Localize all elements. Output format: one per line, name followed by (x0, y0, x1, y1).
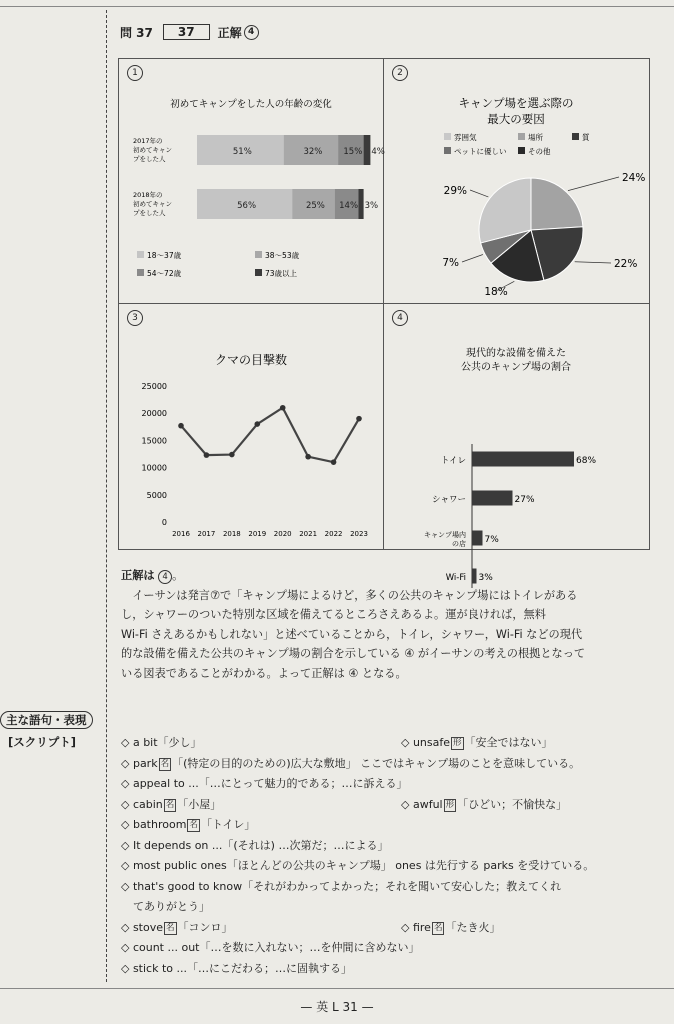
chart-2-legend-swatch (444, 133, 451, 140)
chart-2-panel (384, 59, 649, 304)
chart-2-slice-label: 29% (443, 185, 467, 197)
chart-3-point (204, 452, 210, 458)
chart-1-legend-swatch (137, 269, 144, 276)
chart-3-point (356, 416, 362, 422)
chart-4-category-label: の店 (452, 540, 466, 548)
chart-1-panel (119, 59, 384, 304)
chart-1-data-label: 14% (339, 201, 359, 211)
chart-3-title: クマの目撃数 (214, 353, 288, 367)
chart-3-ytick: 25000 (141, 382, 167, 391)
chart-1-legend-swatch (255, 269, 262, 276)
chart-2-legend-label: その他 (528, 147, 551, 156)
chart-4-category-label: トイレ (440, 456, 466, 466)
chart-1-category-label: プをした人 (133, 209, 166, 217)
chart-3-point (229, 452, 235, 458)
chart-3-point (280, 405, 286, 411)
chart-1-category-label: 2017年の (133, 137, 163, 145)
chart-1-number: 1 (127, 65, 143, 81)
chart-1-data-label: 32% (303, 147, 323, 157)
chart-3-xtick: 2016 (172, 530, 190, 538)
chart-3-number: 3 (127, 310, 143, 326)
chart-2-legend-swatch (444, 147, 451, 154)
vocab-item: ◇ cabin 名 「小屋」 ◇ awful 形 「ひどい；不愉快な」 (121, 797, 568, 811)
explanation-line: 的な設備を備えた公共のキャンプ場の割合を示している ④ がイーサンの考えの根拠となって (121, 647, 586, 660)
chart-3-xtick: 2017 (197, 530, 216, 538)
chart-2-slice-label: 18% (484, 286, 508, 298)
chart-3-ytick: 0 (161, 518, 167, 527)
chart-4-category-label: キャンプ場内 (424, 531, 466, 539)
vocab-item: ◇ stick to ...「…にこだわる；…に固執する」 (121, 961, 352, 975)
chart-4-bar (472, 452, 574, 467)
chart-2-leader-line (568, 177, 619, 191)
dashed-divider (106, 10, 107, 982)
vocab-item: ◇ stove 名 「コンロ」 ◇ fire 名 「たき火」 (121, 920, 501, 934)
chart-2-legend-swatch (518, 133, 525, 140)
question-number-box: 37 (163, 24, 210, 40)
chart-3-xtick: 2021 (299, 530, 318, 538)
chart-1-legend-label: 54〜72歳 (147, 269, 182, 278)
chart-3-ytick: 20000 (141, 409, 167, 419)
vocab-item: ◇ a bit「少し」 ◇ unsafe 形 「安全ではない」 (121, 736, 553, 749)
vocab-item: てありがとう」 (133, 900, 210, 913)
chart-2-legend-label: ペットに優しい (454, 147, 507, 156)
chart-2-number: 2 (392, 65, 408, 81)
chart-3-xtick: 2019 (248, 530, 267, 538)
chart-2-legend-swatch (572, 133, 579, 140)
answer-choice: 4 (244, 25, 259, 40)
chart-1-legend-label: 38〜53歳 (265, 251, 300, 260)
chart-4-data-label: 27% (514, 495, 535, 505)
chart-1-data-label: 3% (364, 201, 379, 211)
vocab-item: ◇ park 名 「(特定の目的のための)広大な敷地」 ここではキャンプ場のことを意味している。 (121, 756, 581, 770)
chart-1-data-label: 25% (305, 201, 325, 211)
chart-2-slice-label: 22% (614, 258, 638, 270)
chart-3-point (305, 454, 311, 460)
chart-3-point (331, 459, 337, 465)
campsite-factor-chart (384, 59, 648, 303)
chart-1-data-label: 51% (232, 147, 252, 157)
chart-3-point (254, 421, 260, 427)
chart-4-category-label: Wi-Fi (445, 573, 466, 583)
chart-4-data-label: 3% (478, 573, 493, 583)
chart-2-legend-label: 場所 (528, 133, 543, 142)
chart-2-slice-label: 24% (622, 172, 646, 184)
chart-4-bar (472, 491, 513, 506)
chart-2-legend-swatch (518, 147, 525, 154)
terms-heading: 主な語句・表現 (0, 711, 93, 729)
chart-3-ytick: 10000 (141, 463, 167, 473)
chart-1-category-label: 初めてキャン (133, 200, 172, 208)
chart-1-legend-swatch (255, 251, 262, 258)
chart-3-ytick: 5000 (146, 490, 167, 500)
chart-1-data-label: 56% (237, 201, 257, 211)
chart-1-title: 初めてキャンプをした人の年齢の変化 (170, 99, 332, 110)
chart-1-data-label: 15% (343, 147, 363, 157)
chart-2-legend-label: 質 (582, 133, 590, 142)
chart-2-leader-line (470, 190, 488, 197)
age-change-chart (119, 59, 383, 303)
vocab-item: ◇ It depends on ...「(それは) …次第だ；…による」 (121, 838, 389, 852)
chart-2-leader-line (575, 262, 611, 263)
chart-4-data-label: 7% (484, 535, 499, 545)
answer-statement: 正解は 4 。 (121, 569, 184, 582)
chart-1-legend-swatch (137, 251, 144, 258)
explanation-line: いる図表であることがわかる。よって正解は ④ となる。 (121, 666, 407, 680)
chart-1-data-label: 4% (371, 147, 385, 157)
chart-1-legend-label: 18〜37歳 (147, 251, 182, 260)
chart-4-title-line2: 公共のキャンプ場の割合 (461, 362, 571, 373)
answer-choice-circle: 4 (158, 570, 172, 584)
script-label: [スクリプト] (8, 735, 77, 749)
chart-2-title-line1: キャンプ場を選ぶ際の (458, 96, 574, 110)
explanation (121, 566, 661, 683)
vocab-item: ◇ appeal to ...「…にとって魅力的である；…に訴える」 (121, 777, 408, 790)
chart-1-category-label: 初めてキャン (133, 146, 172, 154)
chart-3-xtick: 2023 (350, 530, 368, 538)
chart-4-panel (384, 304, 649, 583)
vocab-item: ◇ that's good to know「それがわかってよかった；それを聞いて安心した；教えてくれ (121, 879, 562, 893)
vocab-item: ◇ count ... out「…を数に入れない；…を仲間に含めない」 (121, 941, 420, 954)
chart-4-data-label: 68% (576, 456, 597, 466)
chart-2-slice-label: 7% (442, 257, 459, 269)
explanation-line: イーサンは発言⑦で「キャンプ場によるけど，多くの公共のキャンプ場にはトイレがある (132, 588, 578, 602)
vocab-item: ◇ bathroom 名 「トイレ」 (121, 818, 256, 831)
facilities-chart (384, 304, 648, 583)
chart-4-category-label: シャワー (432, 495, 466, 505)
explanation-line: Wi-Fi さえあるかもしれない」と述べていることから，トイレ，シャワー，Wi-Fi などの現代 (121, 627, 583, 641)
chart-2-leader-line (462, 255, 483, 262)
chart-1-bar-segment (359, 189, 364, 219)
chart-4-number: 4 (392, 310, 408, 326)
chart-1-legend-label: 73歳以上 (265, 269, 298, 278)
chart-1-category-label: 2018年の (133, 191, 163, 199)
bear-sighting-chart (119, 304, 383, 548)
chart-1-bar-segment (364, 135, 371, 165)
page-number: — 英 L 31 — (300, 1000, 374, 1014)
chart-3-ytick: 15000 (141, 436, 167, 446)
chart-3-xtick: 2022 (324, 530, 343, 538)
chart-3-point (178, 423, 184, 429)
chart-4-title-line1: 現代的な設備を備えた (466, 348, 566, 359)
chart-3-xtick: 2020 (273, 530, 292, 538)
answer-label: 正解 (217, 25, 242, 40)
sidebar (0, 0, 107, 1024)
chart-3-xtick: 2018 (222, 530, 241, 538)
vocab-item: ◇ most public ones「ほとんどの公共のキャンプ場」 ones は先行する parks を受けている。 (121, 859, 595, 872)
question-header (120, 22, 259, 42)
chart-2-legend-label: 雰囲気 (454, 133, 477, 142)
chart-4-bar (472, 531, 483, 546)
explanation-line: し，シャワーのついた特別な区域を備えてるところさえあるよ。運が良ければ，無料 (121, 608, 546, 621)
chart-3-panel (119, 304, 384, 549)
chart-2-slice (531, 178, 583, 230)
chart-2-title-line2: 最大の要因 (487, 112, 545, 126)
chart-1-category-label: プをした人 (133, 155, 166, 163)
question-label: 問 37 (120, 25, 153, 40)
